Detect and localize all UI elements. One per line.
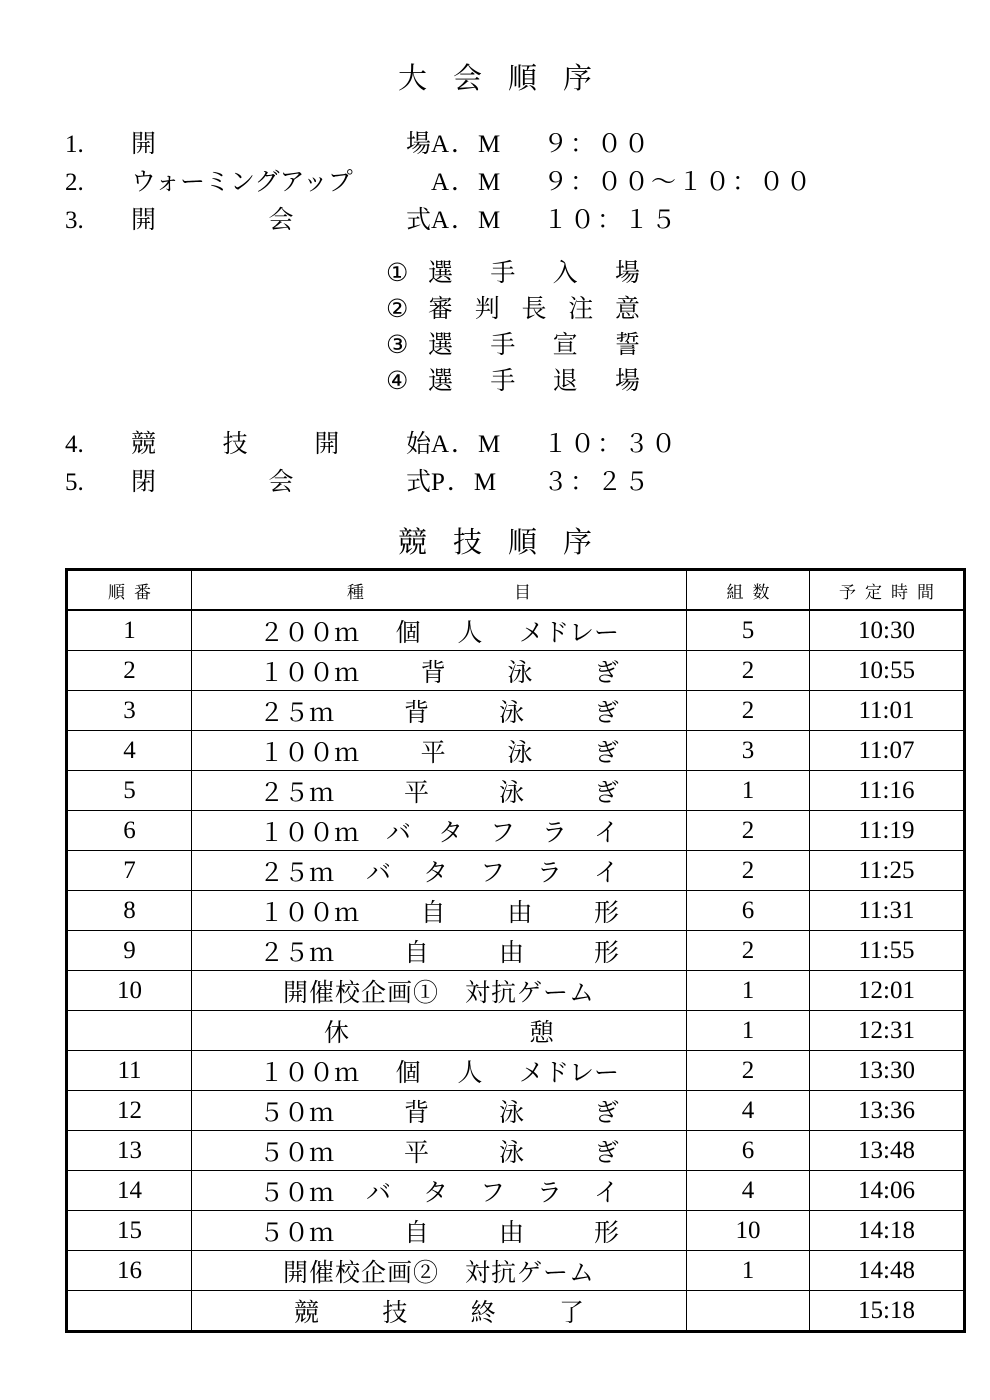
program-item-time: ９：００〜１０：００ [543, 169, 814, 196]
program-item-label: 開 場 [131, 131, 431, 158]
cell-scheduled-time: 11:55 [810, 931, 965, 971]
cell-event-name: １００ｍ 背 泳 ぎ [192, 651, 687, 691]
cell-group-count: 1 [687, 771, 810, 811]
cell-event-name: １００ｍ 自 由 形 [192, 891, 687, 931]
program-item-ampm: A．M [431, 131, 503, 158]
program-row [65, 202, 945, 240]
column-header-time: 予定時間 [810, 570, 965, 611]
cell-group-count: 6 [687, 891, 810, 931]
ceremony-item [386, 292, 640, 328]
program-item-label: 開 会 式 [131, 207, 431, 234]
ceremony-item [386, 364, 640, 400]
cell-event-name: ２００ｍ 個 人 メドレー [192, 610, 687, 651]
table-row [67, 1291, 965, 1332]
cell-group-count [687, 1291, 810, 1332]
cell-event-number: 6 [67, 811, 192, 851]
circled-number-4-icon: ④ [386, 368, 409, 395]
cell-scheduled-time: 10:55 [810, 651, 965, 691]
cell-group-count: 1 [687, 1011, 810, 1051]
cell-event-number: 7 [67, 851, 192, 891]
cell-group-count: 4 [687, 1091, 810, 1131]
cell-event-name: ２５ｍ バ タ フ ラ イ [192, 851, 687, 891]
program-row [65, 426, 945, 464]
table-row [67, 1171, 965, 1211]
cell-event-name: ２５ｍ 自 由 形 [192, 931, 687, 971]
table-row [67, 971, 965, 1011]
program-item-number: 2. [65, 169, 84, 196]
ceremony-item [386, 256, 640, 292]
program-item-number: 4. [65, 431, 84, 458]
table-row [67, 771, 965, 811]
cell-event-number: 9 [67, 931, 192, 971]
cell-scheduled-time: 14:48 [810, 1251, 965, 1291]
cell-scheduled-time: 11:25 [810, 851, 965, 891]
program-item-ampm: A．M [431, 207, 503, 234]
cell-scheduled-time: 12:01 [810, 971, 965, 1011]
cell-group-count: 1 [687, 971, 810, 1011]
program-list [65, 126, 945, 240]
cell-event-number: 5 [67, 771, 192, 811]
cell-event-number: 4 [67, 731, 192, 771]
cell-group-count: 2 [687, 851, 810, 891]
event-schedule-table [65, 568, 966, 1333]
section-title: 競技順序 [397, 527, 618, 559]
cell-event-number: 13 [67, 1131, 192, 1171]
cell-event-name: ５０ｍ 自 由 形 [192, 1211, 687, 1251]
ceremony-item-label: 審 判 長 注 意 [428, 296, 640, 323]
cell-event-number: 14 [67, 1171, 192, 1211]
page-title: 大会順序 [397, 63, 618, 95]
program-item-time: １０：３０ [543, 431, 679, 458]
column-header-groups: 組数 [687, 570, 810, 611]
cell-group-count: 5 [687, 610, 810, 651]
program-item-ampm: A．M [431, 431, 503, 458]
column-header-number: 順番 [67, 570, 192, 611]
cell-scheduled-time: 11:19 [810, 811, 965, 851]
program-row [65, 464, 945, 502]
cell-event-number: 16 [67, 1251, 192, 1291]
cell-scheduled-time: 13:30 [810, 1051, 965, 1091]
table-row [67, 610, 965, 651]
program-item-number: 1. [65, 131, 84, 158]
cell-group-count: 2 [687, 811, 810, 851]
cell-scheduled-time: 11:07 [810, 731, 965, 771]
table-row [67, 651, 965, 691]
cell-event-number: 3 [67, 691, 192, 731]
cell-event-name: １００ｍ バ タ フ ラ イ [192, 811, 687, 851]
cell-scheduled-time: 10:30 [810, 610, 965, 651]
cell-event-number: 10 [67, 971, 192, 1011]
program-item-time: ９：００ [543, 131, 652, 158]
cell-group-count: 2 [687, 651, 810, 691]
program-item-number: 5. [65, 469, 84, 496]
ceremony-item [386, 328, 640, 364]
cell-event-name: 競 技 終 了 [192, 1291, 687, 1332]
cell-scheduled-time: 11:01 [810, 691, 965, 731]
cell-event-name: ２５ｍ 背 泳 ぎ [192, 691, 687, 731]
cell-event-name: 開催校企画② 対抗ゲーム [192, 1251, 687, 1291]
cell-group-count: 3 [687, 731, 810, 771]
program-item-ampm: A．M [431, 169, 503, 196]
cell-event-number: 1 [67, 610, 192, 651]
cell-event-number: 8 [67, 891, 192, 931]
cell-event-name: １００ｍ 個 人 メドレー [192, 1051, 687, 1091]
table-row [67, 1131, 965, 1171]
cell-scheduled-time: 11:16 [810, 771, 965, 811]
table-row [67, 1211, 965, 1251]
cell-event-number [67, 1291, 192, 1332]
cell-scheduled-time: 14:06 [810, 1171, 965, 1211]
table-row [67, 1051, 965, 1091]
cell-group-count: 2 [687, 1051, 810, 1091]
table-row [67, 891, 965, 931]
column-header-event: 種 目 [192, 570, 687, 611]
program-item-label: 閉 会 式 [131, 469, 431, 496]
table-row [67, 1091, 965, 1131]
cell-event-name: 休 憩 [192, 1011, 687, 1051]
program-row [65, 164, 945, 202]
cell-event-name: 開催校企画① 対抗ゲーム [192, 971, 687, 1011]
table-row [67, 1251, 965, 1291]
ceremony-item-label: 選 手 宣 誓 [428, 332, 640, 359]
ceremony-item-label: 選 手 退 場 [428, 368, 640, 395]
circled-number-1-icon: ① [386, 260, 409, 287]
cell-event-number: 11 [67, 1051, 192, 1091]
ceremony-sub-list [386, 256, 640, 400]
table-row [67, 731, 965, 771]
cell-group-count: 4 [687, 1171, 810, 1211]
cell-scheduled-time: 13:36 [810, 1091, 965, 1131]
cell-event-name: ５０ｍ バ タ フ ラ イ [192, 1171, 687, 1211]
cell-group-count: 2 [687, 931, 810, 971]
cell-event-number: 12 [67, 1091, 192, 1131]
cell-group-count: 1 [687, 1251, 810, 1291]
cell-scheduled-time: 14:18 [810, 1211, 965, 1251]
program-list-continued [65, 426, 945, 502]
table-row [67, 691, 965, 731]
program-item-ampm: P．M [431, 469, 499, 496]
program-row [65, 126, 945, 164]
cell-scheduled-time: 13:48 [810, 1131, 965, 1171]
program-item-time: ３：２５ [543, 469, 652, 496]
circled-number-3-icon: ③ [386, 332, 409, 359]
cell-event-name: １００ｍ 平 泳 ぎ [192, 731, 687, 771]
program-item-label: ウォーミングアップ [131, 169, 353, 196]
table-row [67, 851, 965, 891]
program-item-number: 3. [65, 207, 84, 234]
program-item-label: 競 技 開 始 [131, 431, 431, 458]
cell-scheduled-time: 11:31 [810, 891, 965, 931]
program-item-time: １０：１５ [543, 207, 679, 234]
cell-event-name: ５０ｍ 平 泳 ぎ [192, 1131, 687, 1171]
cell-event-number: 2 [67, 651, 192, 691]
cell-scheduled-time: 15:18 [810, 1291, 965, 1332]
cell-event-name: ５０ｍ 背 泳 ぎ [192, 1091, 687, 1131]
cell-group-count: 2 [687, 691, 810, 731]
table-header-row [67, 570, 965, 611]
cell-event-name: ２５ｍ 平 泳 ぎ [192, 771, 687, 811]
table-row [67, 811, 965, 851]
circled-number-2-icon: ② [386, 296, 409, 323]
cell-group-count: 10 [687, 1211, 810, 1251]
table-row [67, 931, 965, 971]
cell-scheduled-time: 12:31 [810, 1011, 965, 1051]
table-row [67, 1011, 965, 1051]
ceremony-item-label: 選 手 入 場 [428, 260, 640, 287]
cell-group-count: 6 [687, 1131, 810, 1171]
cell-event-number: 15 [67, 1211, 192, 1251]
cell-event-number [67, 1011, 192, 1051]
